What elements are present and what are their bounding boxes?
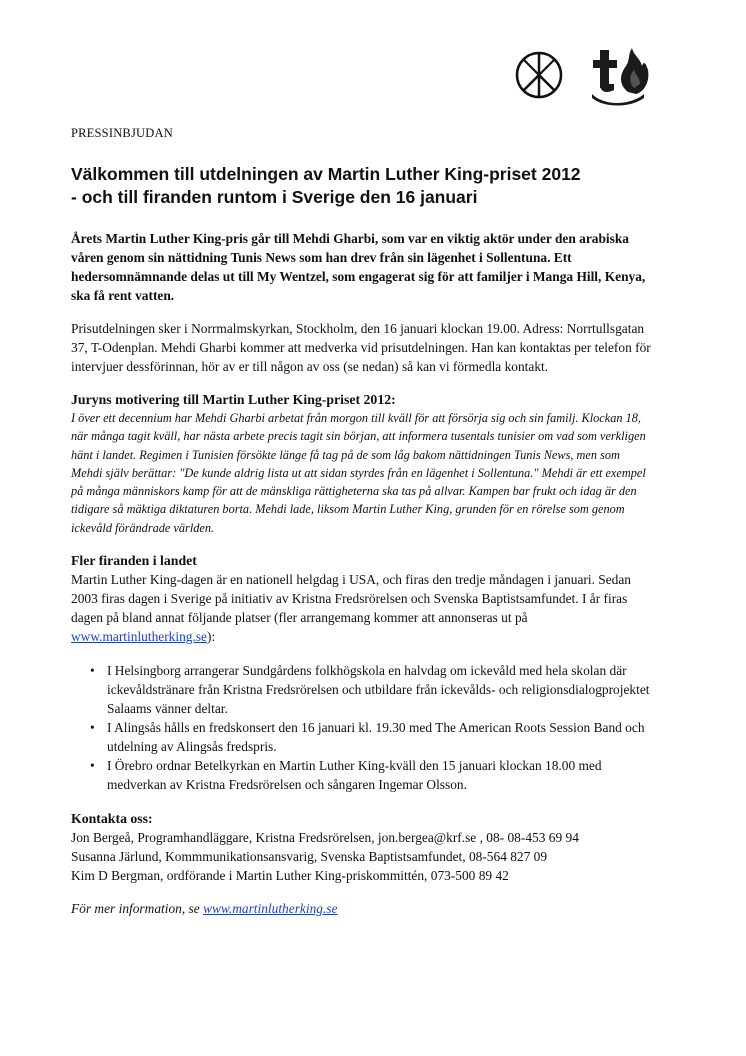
more-info: För mer information, se www.martinlutherking.se — [71, 901, 338, 917]
document-label: PRESSINBJUDAN — [71, 126, 173, 140]
events-list — [71, 661, 651, 794]
events-intro: Martin Luther King-dagen är en nationell helgdag i USA, och firas den tredje måndagen i januari. Sedan 2003 firas dagen i Sverige på initiativ av Kristna Fredsrörelsen och Svenska Baptistsamfundet. I år firas dagen på bland annat följande platser (fler arrangemang kommer att annonseras ut på www.martinlutherking.se): — [71, 572, 631, 645]
events-heading: Fler firanden i landet — [71, 553, 197, 569]
logos — [514, 44, 650, 106]
jury-motivation: I över ett decennium har Mehdi Gharbi arbetat från morgon till kväll för att försörja sig och sin familj. Klockan 18, när många tagit kväll, har nästa arbete precis tagit sin början, att informera tusentals tunisier om vad som verkligen hänt i landet. Regimen i Tunisien försökte länge få tag på de som låg bakom nättidningen Tunis News, men som Mehdi själv berättar: "De kunde aldrig lista ut att sidan styrdes från en lägenhet i Sollentuna." Mehdi är ett exempel på många människors kamp för att de mänskliga rättigheterna ska tas på allvar. Kampen bar frukt och idag är den tidigare så mäktiga diktaturen borta. Mehdi lade, liksom Martin Luther King, grunden för en rörelse som genom ickevåld förändrade världen. — [71, 411, 646, 535]
list-item: • I Alingsås hålls en fredskonsert den 16 januari kl. 19.30 med The American Roots Session Band och utdelning av Alingsås fredspris. — [71, 718, 651, 756]
contact-line: Kim D Bergman, ordförande i Martin Luther King-priskommittén, 073-500 89 42 — [71, 868, 509, 884]
jury-heading: Juryns motivering till Martin Luther King-priset 2012: — [71, 392, 396, 407]
contact-heading: Kontakta oss: — [71, 811, 153, 827]
list-item: • I Örebro ordnar Betelkyrkan en Martin Luther King-kväll den 15 januari klockan 18.00 med medverkan av Kristna Fredsrörelsen och sångaren Ingemar Olsson. — [71, 756, 651, 794]
title-line-1: Välkommen till utdelningen av Martin Luther King-priset 2012 — [71, 164, 581, 184]
peace-cross-logo — [514, 48, 564, 102]
contact-line: Susanna Järlund, Kommmunikationsansvarig, Svenska Baptistsamfundet, 08-564 827 09 — [71, 849, 548, 865]
more-info-link[interactable]: www.martinlutherking.se — [203, 901, 338, 917]
contact-list — [71, 828, 651, 885]
press-release — [71, 126, 651, 918]
events-link[interactable]: www.martinlutherking.se — [71, 629, 207, 645]
flame-t-logo — [590, 44, 650, 106]
page-title — [71, 163, 651, 209]
contact-line: Jon Bergeå, Programhandläggare, Kristna Fredsrörelsen, jon.bergea@krf.se , 08- 08-453 69 94 — [71, 830, 579, 846]
lead-paragraph: Årets Martin Luther King-pris går till Mehdi Gharbi, som var en viktig aktör under den arabiska våren genom sin nättidning Tunis News som han drev från sin lägenhet i Sollentuna. Ett hedersomnämnande delas ut till My Wentzel, som engagerat sig för att familjer i Manga Hill, Kenya, ska få rent vatten. — [71, 231, 646, 303]
list-item: • I Helsingborg arrangerar Sundgårdens folkhögskola en halvdag om ickevåld med hela skolan där ickevåldstränare från Kristna Fredsrörelsen och utbildare från ickevålds- och religionsdialogprojektet Salaams vänner deltar. — [71, 661, 651, 718]
intro-paragraph: Prisutdelningen sker i Norrmalmskyrkan, Stockholm, den 16 januari klockan 19.00. Adress: Norrtullsgatan 37, T-Odenplan. Mehdi Gharbi kommer att medverka vid prisutdelningen. Han kan kontaktas per telefon för intervjuer dessförinnan, hör av er till någon av oss (se nedan) så kan vi förmedla kontakt. — [71, 321, 651, 374]
title-line-2: - och till firanden runtom i Sverige den 16 januari — [71, 187, 478, 207]
